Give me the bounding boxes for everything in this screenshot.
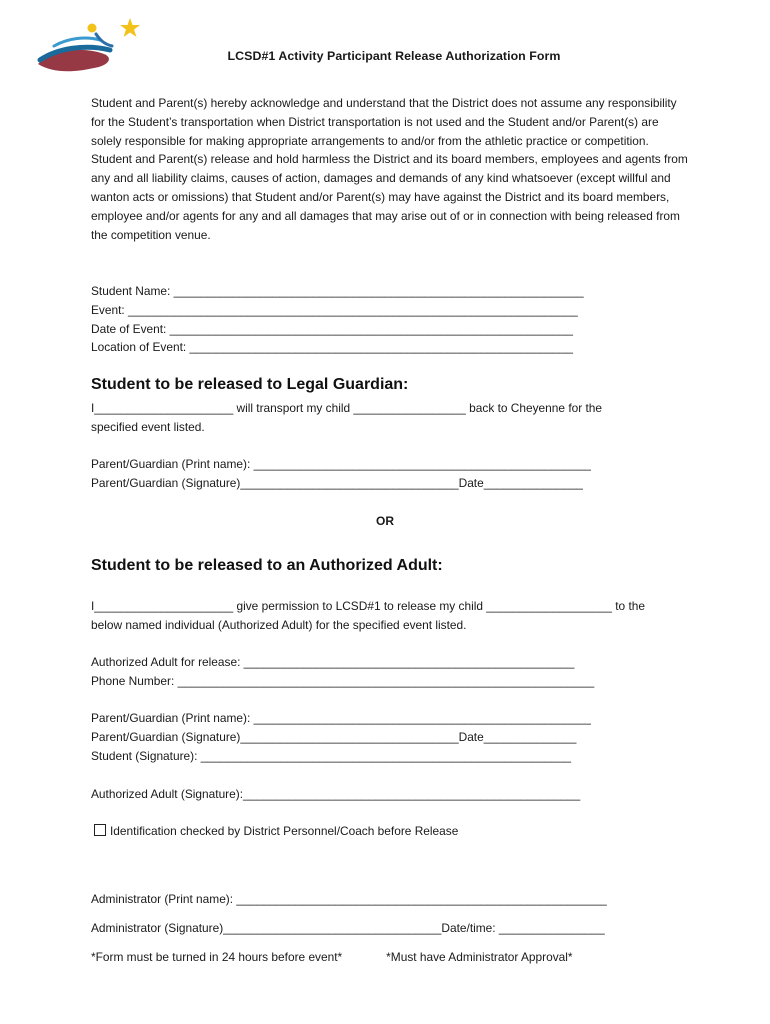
authorized-adult-statement-line[interactable]: I_____________________ give permission to LCSD#1 to release my child ___________________ to the [91,599,645,613]
intro-text [91,94,691,244]
footer-note-timing: *Form must be turned in 24 hours before event* [91,950,343,964]
intro-paragraph-release: Student and Parent(s) release and hold harmless the District and its board members, employees and agents from any and all liability claims, causes of action, damages and demands of any kind whatsoever (except willful and wanton acts or omissions) that Student and/or Parent(s) may have against the District and its board members, employee and/or agents for any and all damages that may arise out of or in connection with being released from the competition venue. [91,152,688,242]
guardian-print-name-field[interactable]: Parent/Guardian (Print name): ___________________________________________________ [91,711,591,725]
administrator-print-block [91,890,691,909]
date-of-event-field[interactable]: Date of Event: _____________________________________________________________ [91,321,574,336]
or-separator: OR [376,514,394,528]
guardian-statement-line[interactable]: I_____________________ will transport my child _________________ back to Cheyenne for the [91,401,603,415]
student-name-field[interactable]: Student Name: ______________________________________________________________ [91,284,584,298]
event-info-fields [91,282,691,357]
student-signature-field[interactable]: Student (Signature): ________________________________________________________ [91,748,572,763]
location-of-event-field[interactable]: Location of Event: __________________________________________________________ [91,340,574,355]
authorized-adult-signature-field[interactable]: Authorized Adult (Signature):___________________________________________________ [91,787,581,801]
authorized-adult-contact-fields [91,653,691,691]
footer-notes [91,948,691,967]
guardian-statement [91,399,691,437]
guardian-print-name-field[interactable]: Parent/Guardian (Print name): ___________________________________________________ [91,457,591,471]
authorized-adult-statement [91,597,691,635]
phone-number-field[interactable]: Phone Number: _______________________________________________________________ [91,673,595,688]
identification-checkbox-label: Identification checked by District Personnel/Coach before Release [110,824,459,838]
event-field[interactable]: Event: ____________________________________________________________________ [91,302,578,317]
authorized-adult-statement-line: below named individual (Authorized Adult) for the specified event listed. [91,617,467,632]
administrator-signature-block [91,919,691,938]
identification-check-row [94,824,458,838]
district-logo [34,16,144,76]
guardian-signature-fields [91,455,691,493]
guardian-section-heading: Student to be released to Legal Guardian: [91,376,409,393]
administrator-print-name-field[interactable]: Administrator (Print name): ________________________________________________________ [91,892,607,906]
identification-checkbox[interactable] [94,824,106,836]
authorized-adult-name-field[interactable]: Authorized Adult for release: __________________________________________________ [91,655,575,669]
guardian-signature-field[interactable]: Parent/Guardian (Signature)_________________________________Date_______________ [91,475,583,490]
authorized-adult-signature-block [91,785,691,804]
authorized-adult-signature-fields [91,709,691,765]
intro-paragraph-transportation: Student and Parent(s) hereby acknowledge and understand that the District does not assume any responsibility for the Student’s transportation when District transportation is not used and the Student and/or Parent(s) are solely responsible for making appropriate arrangements to and/or from the athletic practice or competition. [91,96,677,148]
guardian-signature-field[interactable]: Parent/Guardian (Signature)_________________________________Date______________ [91,729,577,744]
form-title: LCSD#1 Activity Participant Release Authorization Form [227,49,561,63]
guardian-statement-line: specified event listed. [91,419,205,434]
footer-note-approval: *Must have Administrator Approval* [386,950,573,964]
authorized-adult-section-heading: Student to be released to an Authorized Adult: [91,557,443,574]
administrator-signature-field[interactable]: Administrator (Signature)_________________________________Date/time: ________________ [91,921,605,935]
